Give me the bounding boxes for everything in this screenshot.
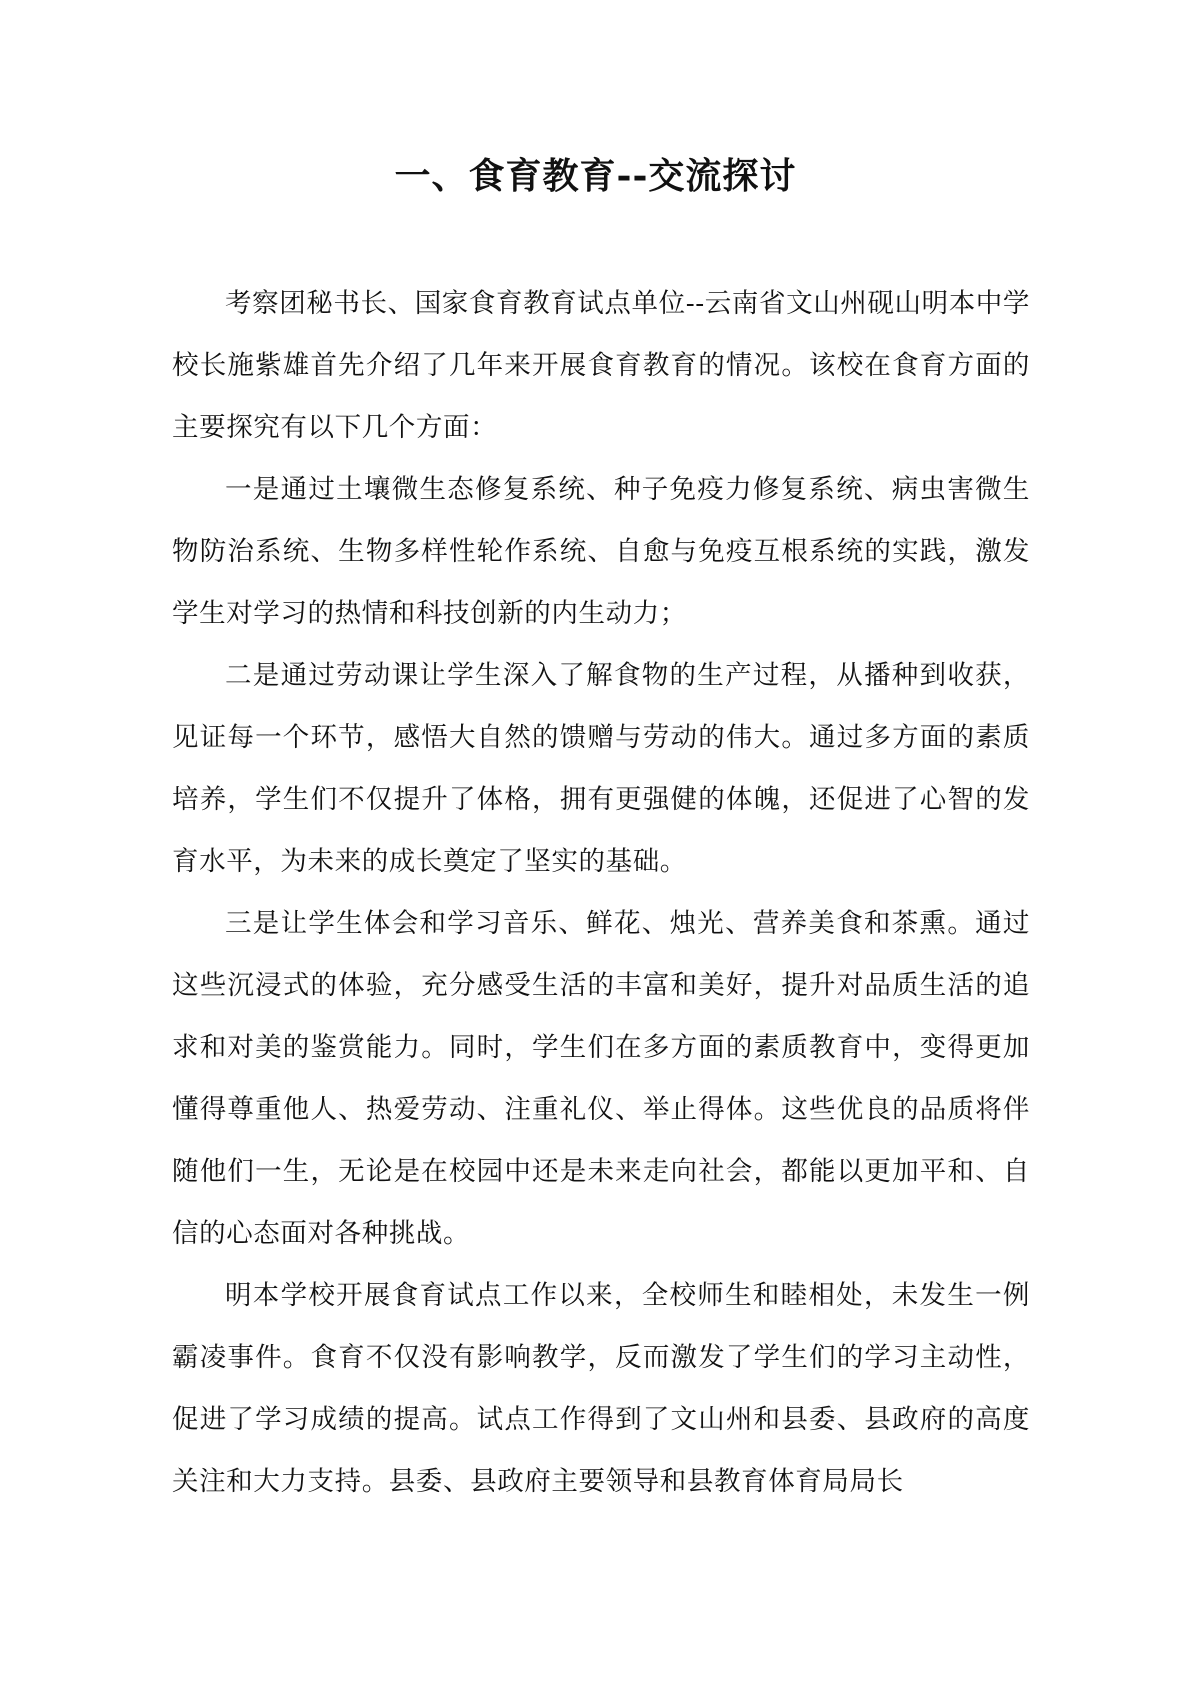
paragraph-intro: 考察团秘书长、国家食育教育试点单位--云南省文山州砚山明本中学校长施紫雄首先介绍了几年来开展食育教育的情况。该校在食育方面的主要探究有以下几个方面： xyxy=(172,288,1031,443)
document-title: 一、食育教育--交流探讨 xyxy=(394,155,797,197)
document-body xyxy=(172,273,1030,1513)
paragraph-point-three: 三是让学生体会和学习音乐、鲜花、烛光、营养美食和茶熏。通过这些沉浸式的体验，充分感受生活的丰富和美好，提升对品质生活的追求和对美的鉴赏能力。同时，学生们在多方面的素质教育中，变得更加懂得尊重他人、热爱劳动、注重礼仪、举止得体。这些优良的品质将伴随他们一生，无论是在校园中还是未来走向社会，都能以更加平和、自信的心态面对各种挑战。 xyxy=(172,908,1030,1249)
paragraph-point-two: 二是通过劳动课让学生深入了解食物的生产过程，从播种到收获，见证每一个环节，感悟大自然的馈赠与劳动的伟大。通过多方面的素质培养，学生们不仅提升了体格，拥有更强健的体魄，还促进了心智的发育水平，为未来的成长奠定了坚实的基础。 xyxy=(172,660,1030,877)
paragraph-point-one: 一是通过土壤微生态修复系统、种子免疫力修复系统、病虫害微生物防治系统、生物多样性轮作系统、自愈与免疫互根系统的实践，激发学生对学习的热情和科技创新的内生动力； xyxy=(172,474,1030,629)
paragraph-results: 明本学校开展食育试点工作以来，全校师生和睦相处，未发生一例霸凌事件。食育不仅没有影响教学，反而激发了学生们的学习主动性，促进了学习成绩的提高。试点工作得到了文山州和县委、县政府的高度关注和大力支持。县委、县政府主要领导和县教育体育局局长 xyxy=(172,1280,1030,1497)
